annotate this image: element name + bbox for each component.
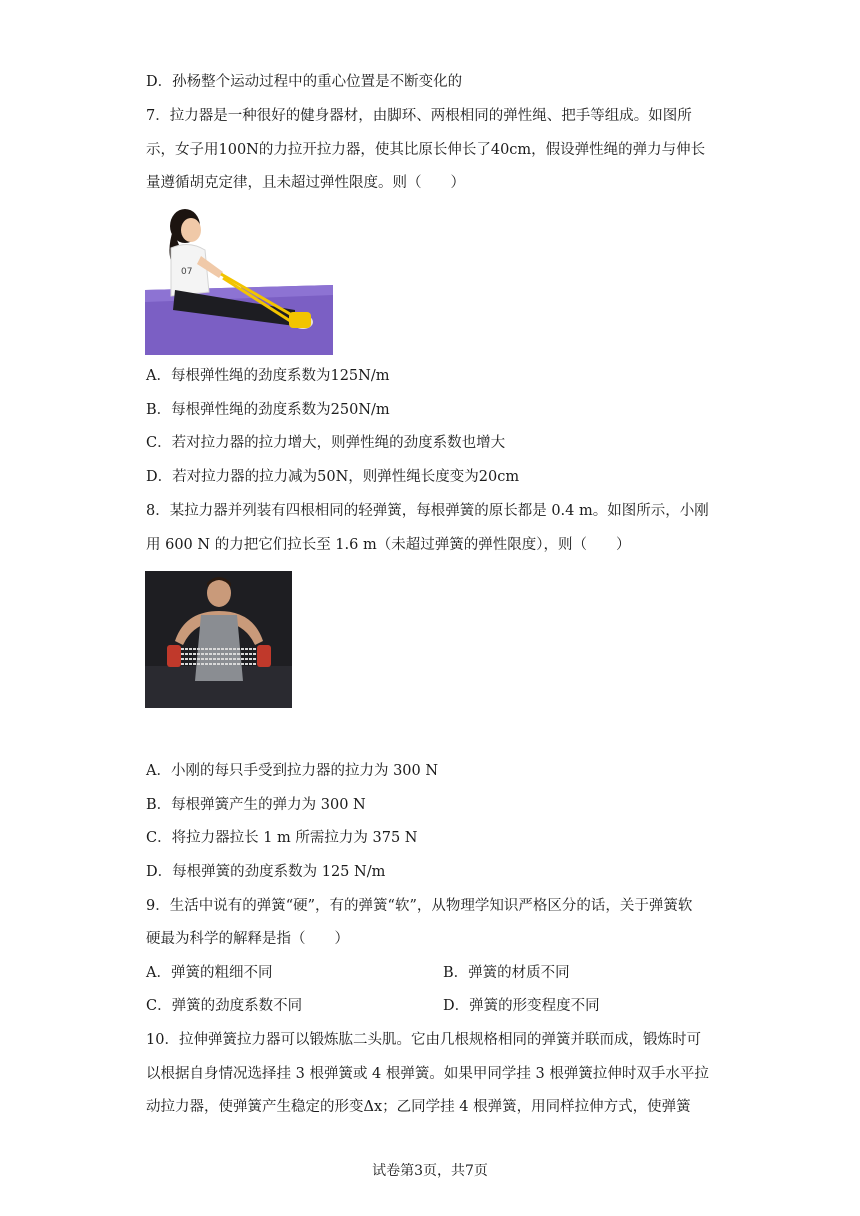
- man-expander-illustration: [145, 571, 292, 708]
- q8-option-b: B．每根弹簧产生的弹力为 300 N: [146, 797, 366, 813]
- page-footer: 试卷第3页，共7页: [372, 1163, 488, 1179]
- q7-woman-puller-photo: [145, 200, 333, 355]
- q7-option-d: D．若对拉力器的拉力减为50N，则弹性绳长度变为20cm: [146, 469, 520, 485]
- q7-option-c: C．若对拉力器的拉力增大，则弹性绳的劲度系数也增大: [146, 435, 506, 451]
- q7-stem-line2: 示，女子用100N的力拉开拉力器，使其比原长伸长了40cm，假设弹性绳的弹力与伸长: [146, 142, 706, 158]
- q9-option-b: B．弹簧的材质不同: [443, 965, 570, 981]
- q8-option-d: D．每根弹簧的劲度系数为 125 N/m: [146, 864, 386, 880]
- woman-puller-illustration: [145, 200, 333, 355]
- q7-stem-line3: 量遵循胡克定律，且未超过弹性限度。则（ ）: [146, 175, 465, 191]
- q9-option-a: A．弹簧的粗细不同: [146, 965, 273, 981]
- q9-option-c: C．弹簧的劲度系数不同: [146, 998, 303, 1014]
- q10-stem-line1: 10．拉伸弹簧拉力器可以锻炼肱二头肌。它由几根规格相同的弹簧并联而成，锻炼时可: [146, 1032, 701, 1048]
- q7-option-b: B．每根弹性绳的劲度系数为250N/m: [146, 402, 390, 418]
- q9-option-d: D．弹簧的形变程度不同: [443, 998, 600, 1014]
- q8-option-c: C．将拉力器拉长 1 m 所需拉力为 375 N: [146, 830, 418, 846]
- q10-stem-line2: 以根据自身情况选择挂 3 根弹簧或 4 根弹簧。如果甲同学挂 3 根弹簧拉伸时双手水平拉: [146, 1066, 709, 1082]
- q8-stem-line1: 8．某拉力器并列装有四根相同的轻弹簧，每根弹簧的原长都是 0.4 m。如图所示，小刚: [146, 503, 709, 519]
- q7-stem-line1: 7．拉力器是一种很好的健身器材，由脚环、两根相同的弹性绳、把手等组成。如图所: [146, 108, 692, 124]
- q8-stem-line2: 用 600 N 的力把它们拉长至 1.6 m（未超过弹簧的弹性限度），则（ ）: [146, 537, 631, 553]
- q8-man-expander-photo: [145, 571, 292, 708]
- q6-option-d: D．孙杨整个运动过程中的重心位置是不断变化的: [146, 74, 463, 90]
- q10-stem-line3: 动拉力器，使弹簧产生稳定的形变Δx；乙同学挂 4 根弹簧，用同样拉伸方式，使弹簧: [146, 1099, 691, 1115]
- q8-option-a: A．小刚的每只手受到拉力器的拉力为 300 N: [146, 763, 439, 779]
- q9-stem-line2: 硬最为科学的解释是指（ ）: [146, 931, 349, 947]
- q9-stem-line1: 9．生活中说有的弹簧“硬”，有的弹簧“软”，从物理学知识严格区分的话，关于弹簧软: [146, 898, 693, 914]
- svg-text:07: 07: [181, 267, 193, 277]
- q7-option-a: A．每根弹性绳的劲度系数为125N/m: [146, 368, 390, 384]
